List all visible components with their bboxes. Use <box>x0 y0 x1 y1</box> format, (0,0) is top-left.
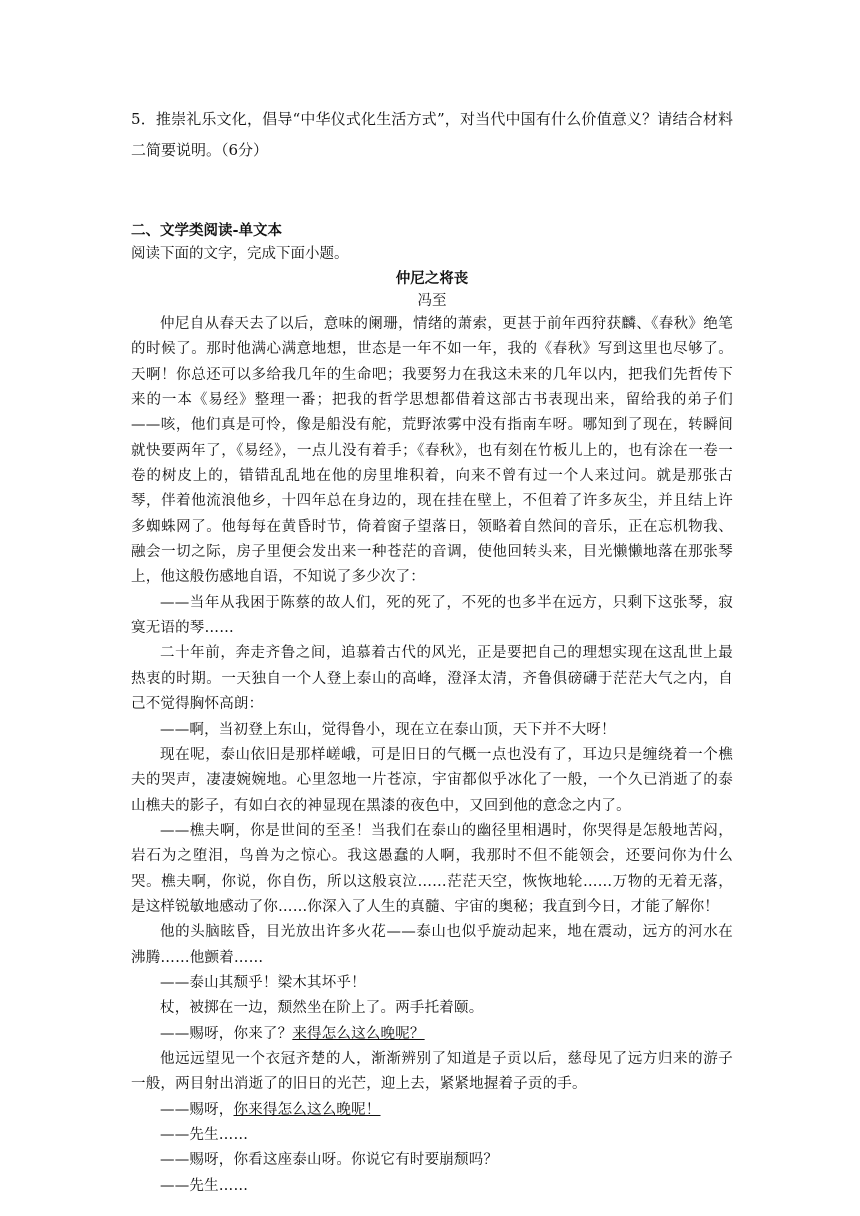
underlined-text: 来得怎么这么晚呢？ <box>292 1025 425 1042</box>
article-author: 冯至 <box>417 293 447 309</box>
article-title: 仲尼之将丧 <box>395 270 469 287</box>
paragraph: 二十年前，奔走齐鲁之间，追慕着古代的风光，正是要把自己的理想实现在这乱世上最热衷的时期。一天独自一个人登上泰山的高峰，澄泽太清，齐鲁俱磅礴于茫茫大气之内，自己不觉得胸怀高朗： <box>131 645 733 713</box>
dialogue-line <box>131 1098 733 1123</box>
paragraph: ——樵夫啊，你是世间的至圣！当我们在泰山的幽径里相遇时，你哭得是怎般地苦闷，岩石为之堕泪，鸟兽为之惊心。我这愚蠢的人啊，我那时不但不能领会，还要问你为什么哭。樵夫啊，你说，你自伤，所以这般哀泣……茫茫天空，恢恢地轮……万物的无着无落，是这样锐敏地感动了你……你深入了人生的真髓、宇宙的奥秘；我直到今日，才能了解你！ <box>131 822 733 915</box>
paragraph: 杖，被掷在一边，颓然坐在阶上了。两手托着颐。 <box>160 1000 484 1017</box>
paragraph: ——当年从我困于陈蔡的故人们，死的死了，不死的也多半在远方，只剩下这张琴，寂寞无语的琴…… <box>131 594 733 637</box>
paragraph: 他远远望见一个衣冠齐楚的人，渐渐辨别了知道是子贡以后，慈母见了远方归来的游子一般，两目射出消逝了的旧日的光芒，迎上去，紧紧地握着子贡的手。 <box>131 1050 733 1093</box>
dialogue-line: ——先生…… <box>160 1127 249 1143</box>
question-5: 5．推崇礼乐文化，倡导“中华仪式化生活方式”，对当代中国有什么价值意义？请结合材料二简要说明。（6分） <box>131 110 733 159</box>
section-heading: 二、文学类阅读-单文本 <box>131 222 283 239</box>
paragraph: 现在呢，泰山依旧是那样嵯峨，可是旧日的气概一点也没有了，耳边只是缠绕着一个樵夫的哭声，凄凄婉婉地。心里忽地一片苍凉，宇宙都似乎冰化了一般，一个久已消逝了的泰山樵夫的影子，有如白衣的神显现在黑漆的夜色中，又回到他的意念之内了。 <box>131 746 733 814</box>
dialogue-line <box>131 1022 733 1047</box>
paragraph: 他的头脑眩昏，目光放出许多火花——泰山也似乎旋动起来，地在震动，远方的河水在沸腾……他颤着…… <box>131 924 733 966</box>
article-body <box>131 312 733 1199</box>
dialogue-text: ——赐呀，你来了？ <box>160 1025 293 1042</box>
paragraph: 仲尼自从春天去了以后，意味的阑珊，情绪的萧索，更甚于前年西狩获麟、《春秋》绝笔的时候了。那时他满心满意地想，世态是一年不如一年，我的《春秋》写到这里也尽够了。天啊！你总还可以多给我几年的生命吧；我要努力在我这未来的几年以内，把我们先哲传下来的一本《易经》整理一番；把我的哲学思想都借着这部古书表现出来，留给我的弟子们——咳，他们真是可怜，像是船没有舵，荒野浓雾中没有指南车呀。哪知到了现在，转瞬间就快要两年了，《易经》，一点儿没有着手；《春秋》，也有刻在竹板儿上的，也有涂在一卷一卷的树皮上的，错错乱乱地在他的房里堆积着，向来不曾有过一个人来过问。就是那张古琴，伴着他流浪他乡，十四年总在身边的，现在挂在壁上，不但着了许多灰尘，并且结上许多蜘蛛网了。他每每在黄昏时节，倚着窗子望落日，领略着自然间的音乐，正在忘机物我、融会一切之际，房子里便会发出来一种苍茫的音调，使他回转头来，目光懒懒地落在那张琴上，他这般伤感地自语，不知说了多少次了： <box>131 316 733 586</box>
underlined-text: 你来得怎么这么晚呢！ <box>233 1101 381 1118</box>
paragraph: ——泰山其颓乎！梁木其坏乎！ <box>160 974 366 991</box>
dialogue-line: ——赐呀，你看这座泰山呀。你说它有时要崩颓吗？ <box>160 1152 499 1169</box>
paragraph: ——啊，当初登上东山，觉得鲁小，现在立在泰山顶，天下并不大呀！ <box>160 721 616 738</box>
dialogue-line: ——先生…… <box>160 1177 249 1194</box>
dialogue-text: ——赐呀， <box>160 1101 234 1118</box>
section-instruction: 阅读下面的文字，完成下面小题。 <box>131 246 349 262</box>
